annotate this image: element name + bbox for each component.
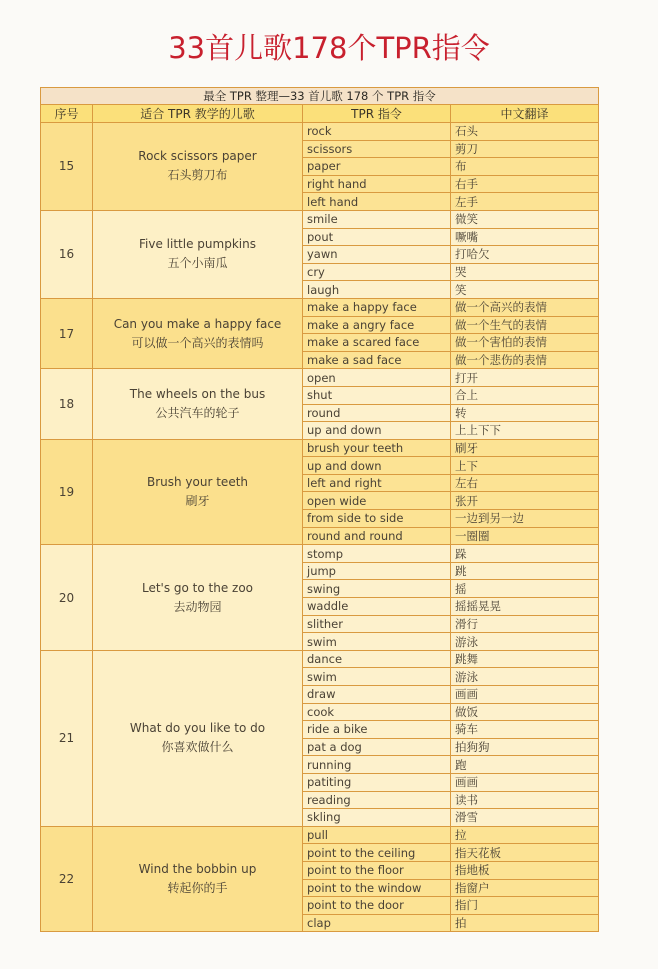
column-header-translation: 中文翻译 [451,105,599,123]
chinese-translation: 拍狗狗 [451,738,599,756]
table-row [41,298,599,316]
tpr-command: make a angry face [303,316,451,334]
tpr-commands-table [40,87,599,932]
tpr-command: point to the door [303,897,451,915]
table-row [41,369,599,387]
chinese-translation: 转 [451,404,599,422]
table-row [41,650,599,668]
song-title-english: Wind the bobbin up [138,862,257,877]
song-title-chinese: 五个小南瓜 [167,256,228,271]
song-title-english: Can you make a happy face [113,316,282,331]
chinese-translation: 指地板 [451,861,599,879]
tpr-command: jump [303,562,451,580]
tpr-command: laugh [303,281,451,299]
tpr-command: skling [303,809,451,827]
song-title-chinese: 转起你的手 [167,881,228,896]
tpr-command: yawn [303,246,451,264]
tpr-command: cook [303,703,451,721]
song-title-chinese: 刷牙 [185,493,210,508]
chinese-translation: 微笑 [451,210,599,228]
tpr-command: make a scared face [303,334,451,352]
tpr-command: swim [303,668,451,686]
tpr-command: left and right [303,474,451,492]
chinese-translation: 左右 [451,474,599,492]
chinese-translation: 指门 [451,897,599,915]
chinese-translation: 指窗户 [451,879,599,897]
song-number: 16 [41,210,93,298]
chinese-translation: 骑车 [451,721,599,739]
tpr-command: point to the floor [303,861,451,879]
table-row [41,545,599,563]
song-number: 17 [41,298,93,368]
chinese-translation: 读书 [451,791,599,809]
chinese-translation: 打哈欠 [451,246,599,264]
chinese-translation: 上上下下 [451,422,599,440]
chinese-translation: 拉 [451,826,599,844]
chinese-translation: 张开 [451,492,599,510]
chinese-translation: 噘嘴 [451,228,599,246]
chinese-translation: 跑 [451,756,599,774]
chinese-translation: 刷牙 [451,439,599,457]
chinese-translation: 摇 [451,580,599,598]
tpr-command: dance [303,650,451,668]
tpr-command: slither [303,615,451,633]
chinese-translation: 一边到另一边 [451,510,599,528]
song-title-cell [93,298,303,368]
chinese-translation: 游泳 [451,668,599,686]
tpr-command: brush your teeth [303,439,451,457]
chinese-translation: 做一个生气的表情 [451,316,599,334]
song-title-english: Rock scissors paper [138,149,257,164]
table-row [41,439,599,457]
tpr-command: point to the ceiling [303,844,451,862]
tpr-command: rock [303,123,451,141]
tpr-command: from side to side [303,510,451,528]
tpr-command: clap [303,914,451,932]
tpr-command: cry [303,263,451,281]
table-row [41,210,599,228]
song-title-cell [93,369,303,439]
chinese-translation: 滑行 [451,615,599,633]
tpr-command: up and down [303,457,451,475]
chinese-translation: 上下 [451,457,599,475]
tpr-command: right hand [303,175,451,193]
tpr-command: make a happy face [303,298,451,316]
song-title-cell [93,210,303,298]
chinese-translation: 哭 [451,263,599,281]
chinese-translation: 笑 [451,281,599,299]
page-title: 33首儿歌178个TPR指令 [168,31,490,65]
chinese-translation: 指天花板 [451,844,599,862]
table-body [41,123,599,932]
tpr-command: running [303,756,451,774]
chinese-translation: 一圈圈 [451,527,599,545]
song-title-english: Five little pumpkins [139,237,256,252]
chinese-translation: 画画 [451,686,599,704]
song-number: 21 [41,650,93,826]
table-header-row [41,105,599,123]
chinese-translation: 做饭 [451,703,599,721]
song-number: 15 [41,123,93,211]
song-title-cell [93,826,303,932]
chinese-translation: 跳舞 [451,650,599,668]
song-number: 20 [41,545,93,651]
chinese-translation: 石头 [451,123,599,141]
chinese-translation: 跳 [451,562,599,580]
tpr-command: open [303,369,451,387]
tpr-command: round [303,404,451,422]
chinese-translation: 摇摇晃晃 [451,598,599,616]
song-title-cell [93,123,303,211]
tpr-command: draw [303,686,451,704]
tpr-command: stomp [303,545,451,563]
song-title-english: Brush your teeth [146,474,249,489]
column-header-number: 序号 [41,105,93,123]
tpr-command: pat a dog [303,738,451,756]
song-title-cell [93,650,303,826]
chinese-translation: 布 [451,158,599,176]
tpr-command: paper [303,158,451,176]
song-title-english: The wheels on the bus [129,387,266,401]
chinese-translation: 做一个害怕的表情 [451,334,599,352]
tpr-command: pull [303,826,451,844]
tpr-command: shut [303,386,451,404]
chinese-translation: 右手 [451,175,599,193]
chinese-translation: 跺 [451,545,599,563]
tpr-command: make a sad face [303,351,451,369]
song-title-english: Let's go to the zoo [141,580,254,595]
chinese-translation: 合上 [451,386,599,404]
tpr-command: waddle [303,598,451,616]
table-row [41,123,599,141]
tpr-command: left hand [303,193,451,211]
chinese-translation: 左手 [451,193,599,211]
tpr-command: ride a bike [303,721,451,739]
chinese-translation: 做一个悲伤的表情 [451,351,599,369]
tpr-command: smile [303,210,451,228]
tpr-command: scissors [303,140,451,158]
chinese-translation: 打开 [451,369,599,387]
tpr-command: swim [303,633,451,651]
song-title-cell [93,545,303,651]
chinese-translation: 剪刀 [451,140,599,158]
song-title-chinese: 去动物园 [173,599,222,614]
song-title-english: What do you like to do [129,721,266,736]
column-header-song: 适合 TPR 教学的儿歌 [93,105,303,123]
tpr-command: point to the window [303,879,451,897]
tpr-command: swing [303,580,451,598]
tpr-command: pout [303,228,451,246]
column-header-tpr-command: TPR 指令 [303,105,451,123]
tpr-command: patiting [303,773,451,791]
song-title-chinese: 你喜欢做什么 [161,740,234,755]
chinese-translation: 拍 [451,914,599,932]
song-title-chinese: 公共汽车的轮子 [155,406,240,420]
song-title-chinese: 可以做一个高兴的表情吗 [131,335,264,350]
table-caption-row [41,88,599,105]
tpr-command: up and down [303,422,451,440]
song-number: 19 [41,439,93,545]
song-title-cell [93,439,303,545]
chinese-translation: 滑雪 [451,809,599,827]
tpr-command: open wide [303,492,451,510]
chinese-translation: 画画 [451,773,599,791]
song-number: 18 [41,369,93,439]
tpr-command: reading [303,791,451,809]
table-caption: 最全 TPR 整理—33 首儿歌 178 个 TPR 指令 [41,88,599,105]
chinese-translation: 做一个高兴的表情 [451,298,599,316]
tpr-command: round and round [303,527,451,545]
song-title-chinese: 石头剪刀布 [167,168,228,183]
chinese-translation: 游泳 [451,633,599,651]
song-number: 22 [41,826,93,932]
table-row [41,826,599,844]
